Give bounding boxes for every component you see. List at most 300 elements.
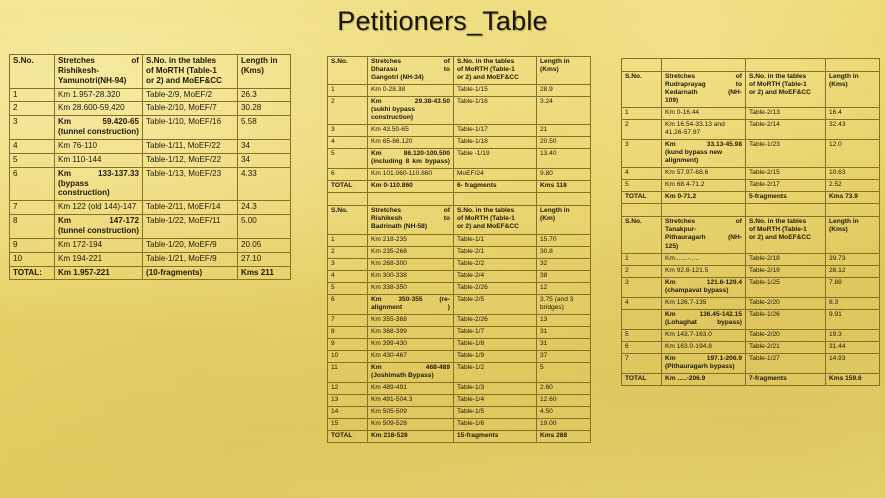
cell-length: 31 bbox=[537, 326, 591, 338]
cell-length: 30.8 bbox=[537, 246, 591, 258]
header-stretch-line: Yamunotri(NH-94) bbox=[58, 75, 127, 85]
header-stretch bbox=[55, 55, 143, 89]
blank-cell bbox=[328, 193, 368, 206]
cell-stretch bbox=[662, 329, 746, 341]
cell-morth: Table-2/5 bbox=[454, 294, 537, 314]
cell-length: 34 bbox=[238, 140, 291, 154]
table-row bbox=[328, 326, 591, 338]
cell-stretch bbox=[55, 238, 143, 252]
cell-sno: 3 bbox=[622, 140, 662, 168]
table-total-row bbox=[622, 192, 880, 204]
header-morth-line: or 2) and MoEF&CC bbox=[457, 223, 519, 231]
cell-length: 26.3 bbox=[238, 88, 291, 102]
cell-sno: 3 bbox=[328, 258, 368, 270]
cell-sno: 5 bbox=[328, 282, 368, 294]
cell-morth: Table-1/2 bbox=[454, 362, 537, 382]
cell-stretch-main: Km 489-491 bbox=[371, 383, 407, 391]
cell-length: 10.63 bbox=[826, 168, 880, 180]
cell-length: 13.40 bbox=[537, 149, 591, 169]
cell-length: 20.50 bbox=[537, 137, 591, 149]
table-row bbox=[328, 97, 591, 125]
table-row bbox=[328, 350, 591, 362]
header-length-line: (Kms) bbox=[540, 66, 559, 74]
cell-stretch-main: Km 59.420-65 bbox=[58, 117, 139, 127]
cell-length: 8.3 bbox=[826, 297, 880, 309]
cell-stretch bbox=[368, 97, 454, 125]
cell-sno: 2 bbox=[10, 102, 55, 116]
header-stretch-line: Rishikesh to bbox=[371, 215, 450, 223]
cell-stretch bbox=[662, 253, 746, 265]
cell-stretch bbox=[368, 314, 454, 326]
cell-stretch bbox=[55, 167, 143, 201]
table-row bbox=[328, 137, 591, 149]
table-row bbox=[622, 253, 880, 265]
cell-morth: Table-1/3 bbox=[454, 382, 537, 394]
cell-stretch bbox=[368, 382, 454, 394]
header-morth bbox=[746, 217, 826, 253]
total-morth: 15-fragments bbox=[454, 431, 537, 443]
cell-length: 37 bbox=[537, 350, 591, 362]
cell-length: 27.10 bbox=[238, 252, 291, 266]
header-length-line: Length in bbox=[540, 207, 570, 215]
cell-stretch-main: Km 194-221 bbox=[58, 253, 103, 263]
header-morth-line: of MoRTH (Table-1 bbox=[749, 226, 807, 234]
cell-stretch bbox=[368, 394, 454, 406]
header-stretch bbox=[368, 57, 454, 85]
cell-sno: 1 bbox=[328, 85, 368, 97]
header-morth bbox=[746, 72, 826, 108]
blank-cell bbox=[368, 193, 454, 206]
table-row bbox=[10, 215, 291, 239]
table-body-rishikesh-yamunotri bbox=[10, 55, 291, 280]
header-sno: S.No. bbox=[622, 72, 662, 108]
cell-stretch-main: Km 509-528 bbox=[371, 420, 407, 427]
header-length-line: (Kms) bbox=[241, 65, 264, 75]
cell-stretch-main: Km 16.54-33.13 and 41.26-57.97 bbox=[665, 121, 725, 137]
cell-stretch-main: Km 92.8-121.5 bbox=[665, 266, 709, 274]
cell-stretch-note: (sukhi bypass construction) bbox=[371, 106, 415, 122]
cell-morth: Table-1/7 bbox=[454, 326, 537, 338]
cell-length: 15.70 bbox=[537, 234, 591, 246]
cell-length: 19.00 bbox=[537, 419, 591, 431]
table-row bbox=[328, 169, 591, 181]
cell-morth: Table-2/9, MoEF/2 bbox=[143, 88, 238, 102]
header-length bbox=[238, 55, 291, 89]
cell-length: 13 bbox=[537, 314, 591, 326]
cell-stretch bbox=[368, 326, 454, 338]
header-morth-line: S.No. in the tables bbox=[457, 58, 515, 65]
cell-sno: 4 bbox=[328, 137, 368, 149]
cell-morth: Table -1/19 bbox=[454, 149, 537, 169]
header-morth-line: of MoRTH (Table-1 bbox=[749, 81, 807, 89]
header-morth bbox=[454, 57, 537, 85]
cell-length: 4.50 bbox=[537, 406, 591, 418]
doc-table bbox=[327, 56, 591, 443]
table-group-right bbox=[621, 58, 879, 386]
cell-length: 5 bbox=[537, 362, 591, 382]
cell-stretch-main: Km 368-399 bbox=[371, 327, 407, 335]
cell-stretch-main: Km 28.600-59,420 bbox=[58, 103, 125, 113]
cell-stretch-main: Km 101.060-110.860 bbox=[371, 170, 433, 178]
cell-stretch-main: Km 122 (old 144)-147 bbox=[58, 202, 137, 212]
cell-stretch bbox=[662, 353, 746, 373]
header-stretch-line: Stretches of bbox=[371, 58, 450, 65]
cell-length: 9.91 bbox=[826, 309, 880, 329]
header-stretch-line: Kedarnath (NH- bbox=[665, 89, 742, 97]
cell-length: 20.05 bbox=[238, 238, 291, 252]
cell-stretch bbox=[55, 88, 143, 102]
doc-table bbox=[9, 54, 291, 280]
table-total-row bbox=[10, 266, 291, 280]
cell-stretch bbox=[662, 120, 746, 140]
header-morth-line: S.No. in the tables bbox=[749, 73, 807, 80]
cell-length: 3.75 (and 3 bridges) bbox=[537, 294, 591, 314]
table-row bbox=[622, 140, 880, 168]
cell-sno: 13 bbox=[328, 394, 368, 406]
cell-stretch-note: (Pithauragarh bypass) bbox=[665, 362, 735, 370]
cell-morth: Table-2/15 bbox=[746, 168, 826, 180]
cell-morth: Table-1/8 bbox=[454, 338, 537, 350]
header-stretch-line: 125) bbox=[665, 242, 679, 250]
table-row bbox=[328, 362, 591, 382]
header-morth-line: or 2) and MoEF&CC bbox=[146, 75, 222, 85]
cell-morth: Table-1/23 bbox=[746, 140, 826, 168]
cell-stretch bbox=[368, 149, 454, 169]
cell-length: 28.9 bbox=[537, 85, 591, 97]
cell-stretch-main: Km 143.7-163.0 bbox=[665, 330, 712, 338]
table-header-row-rishikesh-badrinath bbox=[328, 206, 591, 234]
blank-cell bbox=[622, 204, 662, 217]
cell-stretch-main: Km.......-..... bbox=[665, 254, 700, 262]
total-length: Kms 118 bbox=[537, 181, 591, 193]
cell-stretch-main: Km 147-172 bbox=[58, 216, 139, 226]
cell-stretch bbox=[662, 140, 746, 168]
cell-morth: Table-1/6 bbox=[454, 419, 537, 431]
table-row bbox=[622, 108, 880, 120]
cell-stretch-note: (Joshimath Bypass) bbox=[371, 371, 434, 379]
cell-stretch bbox=[662, 277, 746, 297]
cell-sno: 1 bbox=[328, 234, 368, 246]
header-stretch-line: Stretches of bbox=[665, 73, 742, 80]
cell-sno: 8 bbox=[10, 215, 55, 239]
cell-morth: Table-2/1 bbox=[454, 246, 537, 258]
table-row bbox=[10, 102, 291, 116]
table-blank-row bbox=[622, 59, 880, 72]
table-row bbox=[328, 85, 591, 97]
cell-stretch bbox=[368, 362, 454, 382]
cell-morth: Table-2/20 bbox=[746, 297, 826, 309]
header-length bbox=[826, 72, 880, 108]
table-row bbox=[10, 167, 291, 201]
blank-cell bbox=[537, 193, 591, 206]
cell-length: 19.3 bbox=[826, 329, 880, 341]
header-stretch-line: Rudraprayag to bbox=[665, 81, 742, 89]
cell-stretch-main: Km 163.0-194.8 bbox=[665, 342, 712, 350]
table-row bbox=[328, 419, 591, 431]
blank-cell bbox=[662, 59, 746, 72]
cell-sno: 5 bbox=[622, 329, 662, 341]
cell-stretch-main: Km 0-28.38 bbox=[371, 86, 406, 94]
table-row bbox=[10, 201, 291, 215]
table-row bbox=[622, 168, 880, 180]
cell-stretch-main: Km 197.1-206.9 bbox=[665, 354, 742, 362]
table-row bbox=[328, 258, 591, 270]
table-row bbox=[622, 329, 880, 341]
cell-length: 31 bbox=[537, 338, 591, 350]
header-length-line: Length in bbox=[829, 73, 859, 80]
cell-sno: 2 bbox=[622, 120, 662, 140]
total-morth: 5-fragments bbox=[746, 192, 826, 204]
cell-stretch bbox=[55, 153, 143, 167]
header-length-line: Length in bbox=[241, 56, 278, 65]
cell-sno: 6 bbox=[10, 167, 55, 201]
table-rishikesh-yamunotri bbox=[9, 54, 290, 280]
cell-sno: 9 bbox=[328, 338, 368, 350]
table-total-row bbox=[622, 373, 880, 385]
cell-sno: 4 bbox=[622, 297, 662, 309]
header-morth-line: S.No. in the tables bbox=[146, 56, 217, 65]
blank-cell bbox=[622, 59, 662, 72]
table-row bbox=[328, 338, 591, 350]
cell-morth: Table-2/11, MoEF/14 bbox=[143, 201, 238, 215]
header-sno: S.No. bbox=[622, 217, 662, 253]
cell-stretch-main: Km 355-368 bbox=[371, 315, 407, 323]
table-header-row-tanakpur-pithauragarh bbox=[622, 217, 880, 253]
cell-stretch-main: Km 136.45-142.15 (Lohaghat bypass) bbox=[665, 310, 742, 326]
cell-stretch bbox=[55, 252, 143, 266]
cell-morth: Table-1/11, MoEF/22 bbox=[143, 140, 238, 154]
cell-morth: Table-2/26 bbox=[454, 282, 537, 294]
cell-morth: Table-1/5 bbox=[454, 406, 537, 418]
header-morth bbox=[143, 55, 238, 89]
header-stretch bbox=[662, 72, 746, 108]
cell-length: 12.60 bbox=[537, 394, 591, 406]
cell-stretch-main: Km 86.120-100.500 (including 8 km bypass) bbox=[371, 150, 450, 166]
table-row bbox=[328, 270, 591, 282]
cell-length: 31.44 bbox=[826, 341, 880, 353]
table-header-row-dharasu-gangotri bbox=[328, 57, 591, 85]
header-morth-line: of MoRTH (Table-1 bbox=[457, 215, 515, 223]
table-row bbox=[328, 246, 591, 258]
cell-morth: Table-1/13, MoEF/23 bbox=[143, 167, 238, 201]
header-length-line: (Km) bbox=[540, 215, 556, 223]
header-stretch-line: Gangotri (NH-34) bbox=[371, 74, 424, 82]
blank-cell bbox=[662, 204, 746, 217]
cell-morth: Table-1/18 bbox=[454, 137, 537, 149]
cell-stretch-note: (tunnel construction) bbox=[58, 226, 139, 236]
cell-morth: Table-2/14 bbox=[746, 120, 826, 140]
total-stretch: Km 0-110.860 bbox=[368, 181, 454, 193]
cell-stretch-main: Km 350-355 (re-alignment ) bbox=[371, 295, 450, 311]
cell-morth: Table-2/4 bbox=[454, 270, 537, 282]
blank-cell bbox=[454, 193, 537, 206]
cell-sno: 3 bbox=[328, 125, 368, 137]
header-morth-line: or 2) and MoEF&CC bbox=[457, 74, 519, 82]
cell-sno: 6 bbox=[622, 341, 662, 353]
header-morth-line: of MoRTH (Table-1 bbox=[457, 66, 515, 74]
cell-morth: Table-1/4 bbox=[454, 394, 537, 406]
cell-stretch bbox=[368, 137, 454, 149]
cell-stretch-main: Km 29.38-43.50 bbox=[371, 98, 450, 106]
cell-morth: Table-1/15 bbox=[454, 85, 537, 97]
table-row bbox=[328, 394, 591, 406]
header-morth-line: S.No. in the tables bbox=[749, 218, 807, 226]
total-label: TOTAL bbox=[328, 431, 368, 443]
table-row bbox=[622, 277, 880, 297]
total-length: Kms 211 bbox=[238, 266, 291, 280]
cell-stretch bbox=[662, 265, 746, 277]
cell-length: 2.52 bbox=[826, 180, 880, 192]
cell-morth: Table-1/12, MoEF/22 bbox=[143, 153, 238, 167]
cell-stretch-main: Km 505-509 bbox=[371, 407, 407, 415]
cell-length: 2.60 bbox=[537, 382, 591, 394]
table-header-row-rudraprayag-kedarnath bbox=[622, 72, 880, 108]
cell-morth: Table-1/21, MoEF/9 bbox=[143, 252, 238, 266]
cell-stretch bbox=[662, 180, 746, 192]
cell-length: 12 bbox=[537, 282, 591, 294]
total-length: Kms 73.9 bbox=[826, 192, 880, 204]
cell-morth: Table-2/21 bbox=[746, 341, 826, 353]
table-row bbox=[10, 252, 291, 266]
header-morth bbox=[454, 206, 537, 234]
cell-stretch bbox=[368, 294, 454, 314]
total-stretch: Km 1.957-221 bbox=[55, 266, 143, 280]
table-row bbox=[622, 297, 880, 309]
cell-morth: Table-2/13 bbox=[746, 108, 826, 120]
cell-length: 34 bbox=[238, 153, 291, 167]
cell-stretch bbox=[368, 246, 454, 258]
cell-stretch-main: Km 133-137.33 bbox=[58, 168, 139, 178]
cell-stretch bbox=[662, 309, 746, 329]
cell-length: 4.33 bbox=[238, 167, 291, 201]
table-row bbox=[328, 382, 591, 394]
cell-sno: 4 bbox=[328, 270, 368, 282]
cell-stretch bbox=[368, 406, 454, 418]
header-sno: S.No. bbox=[10, 55, 55, 89]
cell-sno: 5 bbox=[328, 149, 368, 169]
cell-length: 24.3 bbox=[238, 201, 291, 215]
cell-length: 3.24 bbox=[537, 97, 591, 125]
total-stretch: Km 218-528 bbox=[368, 431, 454, 443]
table-total-row bbox=[328, 431, 591, 443]
header-stretch-line: Stretches of bbox=[58, 56, 139, 65]
cell-sno: 15 bbox=[328, 419, 368, 431]
cell-stretch-main: Km 126.7-135 bbox=[665, 298, 707, 306]
cell-stretch bbox=[662, 108, 746, 120]
header-stretch bbox=[368, 206, 454, 234]
table-row bbox=[10, 116, 291, 140]
table-row bbox=[622, 353, 880, 373]
header-stretch-line: Stretches of bbox=[371, 207, 450, 215]
cell-morth: Table-1/16 bbox=[454, 97, 537, 125]
cell-sno: 5 bbox=[10, 153, 55, 167]
cell-sno: 1 bbox=[10, 88, 55, 102]
table-row bbox=[622, 120, 880, 140]
cell-morth: Table-1/17 bbox=[454, 125, 537, 137]
cell-sno: 5 bbox=[622, 180, 662, 192]
header-length bbox=[537, 206, 591, 234]
cell-stretch bbox=[662, 341, 746, 353]
page-title: Petitioners_Table bbox=[337, 6, 548, 36]
header-morth-line: or 2) and MoEF&CC bbox=[749, 89, 811, 97]
cell-stretch-main: Km 399-430 bbox=[371, 339, 407, 347]
header-length-line: Length in bbox=[540, 58, 570, 65]
cell-sno: 8 bbox=[328, 326, 368, 338]
cell-sno: 10 bbox=[328, 350, 368, 362]
cell-stretch-note: (kund bypass new alignment) bbox=[665, 149, 723, 165]
cell-stretch bbox=[368, 169, 454, 181]
cell-morth: Table-2/2 bbox=[454, 258, 537, 270]
cell-morth: Table-1/25 bbox=[746, 277, 826, 297]
total-morth: 6- fragments bbox=[454, 181, 537, 193]
total-stretch: Km 0-71.2 bbox=[662, 192, 746, 204]
cell-stretch-main: Km 218-235 bbox=[371, 235, 407, 243]
total-label: TOTAL bbox=[328, 181, 368, 193]
total-label: TOTAL bbox=[622, 192, 662, 204]
cell-stretch-main: Km 33.13-45.98 bbox=[665, 141, 742, 149]
table-header-row-rishikesh-yamunotri bbox=[10, 55, 291, 89]
table-total-row bbox=[328, 181, 591, 193]
total-morth: 7-fragments bbox=[746, 373, 826, 385]
cell-length: 38 bbox=[537, 270, 591, 282]
cell-sno: 12 bbox=[328, 382, 368, 394]
cell-sno: 7 bbox=[10, 201, 55, 215]
cell-stretch bbox=[55, 102, 143, 116]
cell-stretch bbox=[368, 338, 454, 350]
cell-stretch-main: Km 43.50-65 bbox=[371, 126, 409, 134]
table-row bbox=[328, 294, 591, 314]
cell-stretch-main: Km 65-86.120 bbox=[371, 138, 413, 146]
blank-cell bbox=[746, 59, 826, 72]
cell-length: 5.58 bbox=[238, 116, 291, 140]
total-label: TOTAL bbox=[622, 373, 662, 385]
cell-stretch-main: Km 0-16.44 bbox=[665, 109, 700, 117]
blank-cell bbox=[746, 204, 826, 217]
cell-morth: Table-2/26 bbox=[454, 314, 537, 326]
cell-sno: 2 bbox=[622, 265, 662, 277]
table-row bbox=[622, 309, 880, 329]
cell-morth: Table-1/26 bbox=[746, 309, 826, 329]
header-length bbox=[537, 57, 591, 85]
cell-sno: 3 bbox=[10, 116, 55, 140]
cell-sno: 1 bbox=[622, 108, 662, 120]
header-stretch-line: Rishikesh- bbox=[58, 65, 99, 75]
cell-length: 16.4 bbox=[826, 108, 880, 120]
header-length bbox=[826, 217, 880, 253]
header-length-line: (Kms) bbox=[829, 226, 848, 234]
header-stretch-line: Dharasu to bbox=[371, 66, 450, 74]
cell-length: 14.93 bbox=[826, 353, 880, 373]
cell-sno: 3 bbox=[622, 277, 662, 297]
table-row bbox=[10, 88, 291, 102]
blank-cell bbox=[826, 59, 880, 72]
header-stretch-line: Badrinath (NH-58) bbox=[371, 223, 428, 231]
cell-stretch bbox=[368, 419, 454, 431]
cell-sno: 2 bbox=[328, 246, 368, 258]
cell-morth: Table-1/9 bbox=[454, 350, 537, 362]
header-stretch-line: Pithauragarh (NH- bbox=[665, 234, 742, 242]
header-stretch-line: Stretches of bbox=[665, 218, 742, 226]
cell-length: 30.28 bbox=[238, 102, 291, 116]
cell-stretch-main: Km 468-489 bbox=[371, 363, 450, 371]
cell-morth: Table-2/17 bbox=[746, 180, 826, 192]
cell-stretch-main: Km 300-338 bbox=[371, 271, 407, 279]
cell-morth: Table-1/1 bbox=[454, 234, 537, 246]
table-row bbox=[328, 149, 591, 169]
cell-morth: Table-1/20, MoEF/9 bbox=[143, 238, 238, 252]
cell-sno bbox=[622, 309, 662, 329]
cell-length: 5.00 bbox=[238, 215, 291, 239]
